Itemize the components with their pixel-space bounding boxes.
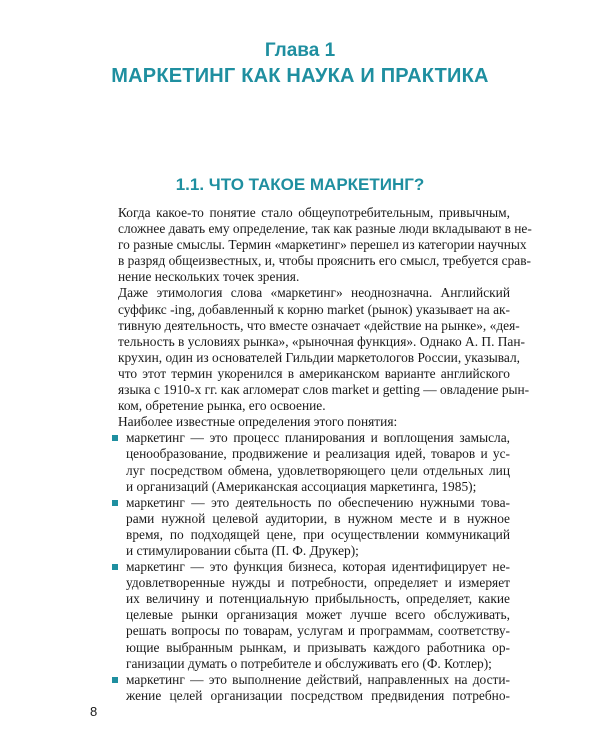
text-line: тивную деятельность, что вместе означает «действие на рынке», «дея- — [118, 317, 520, 333]
text-line: удовлетворенные нужды и потребности, определяет и измеряет — [126, 575, 510, 591]
page-number: 8 — [90, 704, 98, 719]
chapter-title: МАРКЕТИНГ КАК НАУКА И ПРАКТИКА — [111, 65, 489, 87]
text-line: что этот термин укоренился в американском варианте английского — [118, 365, 510, 381]
list-item — [118, 559, 510, 672]
text-line: нение нескольких точек зрения. — [118, 269, 300, 285]
text-line: ющие выбранным рынкам, и призывать каждого работника ор- — [126, 639, 510, 655]
paragraph — [118, 285, 530, 414]
body-text — [118, 205, 532, 704]
list-item — [118, 495, 510, 559]
definitions-list — [118, 430, 510, 704]
paragraph — [118, 205, 532, 285]
text-line: Даже этимология слова «маркетинг» неоднозначна. Английский — [118, 285, 510, 301]
text-line: языка с 1910-х гг. как агломерат слов market и getting — овладение рын- — [118, 382, 530, 398]
text-line: тельность в условиях рынка», «рыночная функция». Однако А. П. Пан- — [118, 333, 526, 349]
text-line: Наиболее известные определения этого понятия: — [118, 414, 398, 430]
text-line: ценообразование, продвижение и реализация идей, товаров и ус- — [126, 446, 510, 462]
text-line: ком, обретение рынка, его освоение. — [118, 398, 326, 414]
paragraph — [118, 414, 510, 430]
text-line: маркетинг — это деятельность по обеспечению нужными това- — [126, 494, 510, 510]
text-line: луг посредством обмена, удовлетворяющего цели отдельных лиц — [126, 462, 510, 478]
text-line: жение целей организации посредством предвидения потребно- — [126, 687, 510, 703]
text-line: крухин, один из основателей Гильдии маркетологов России, указывал, — [118, 349, 520, 365]
text-line: сложнее давать ему определение, так как разные люди вкладывают в не- — [118, 221, 532, 237]
text-line: го разные смыслы. Термин «маркетинг» перешел из категории научных — [118, 237, 527, 253]
square-bullet-icon — [112, 564, 118, 570]
text-line: ганизации думать о потребителе и обслуживать его (Ф. Котлер); — [126, 655, 492, 671]
text-line: маркетинг — это процесс планирования и воплощения замысла, — [126, 430, 510, 446]
list-item — [118, 672, 510, 704]
text-line: целевые рынки организация может лучше всего обслуживать, — [126, 607, 510, 623]
text-line: Когда какое-то понятие стало общеупотребительным, привычным, — [118, 205, 510, 220]
section-title: 1.1. ЧТО ТАКОЕ МАРКЕТИНГ? — [175, 175, 425, 194]
text-line: рами нужной целевой аудитории, в нужном месте и в нужное — [126, 510, 510, 526]
chapter-number: Глава 1 — [264, 40, 336, 61]
square-bullet-icon — [112, 435, 118, 441]
list-item — [118, 430, 510, 494]
text-line: и стимулировании сбыта (П. Ф. Друкер); — [126, 542, 359, 558]
text-line: решать вопросы по товарам, услугам и программам, соответству- — [126, 623, 510, 639]
square-bullet-icon — [112, 677, 118, 683]
text-line: время, по подходящей цене, при осуществлении коммуникаций — [126, 526, 510, 542]
text-line: в разряд общеизвестных, и, чтобы прояснить его смысл, требуется срав- — [118, 253, 531, 269]
text-line: маркетинг — это выполнение действий, направленных на дости- — [126, 671, 510, 687]
text-line: их величину и потенциальную прибыльность, определяет, какие — [126, 591, 510, 607]
square-bullet-icon — [112, 500, 118, 506]
paragraphs — [118, 205, 532, 430]
text-line: и организаций (Американская ассоциация маркетинга, 1985); — [126, 478, 477, 494]
text-line: маркетинг — это функция бизнеса, которая идентифицирует не- — [126, 559, 510, 575]
text-line: суффикс -ing, добавленный к корню market (рынок) указывает на ак- — [118, 301, 510, 317]
